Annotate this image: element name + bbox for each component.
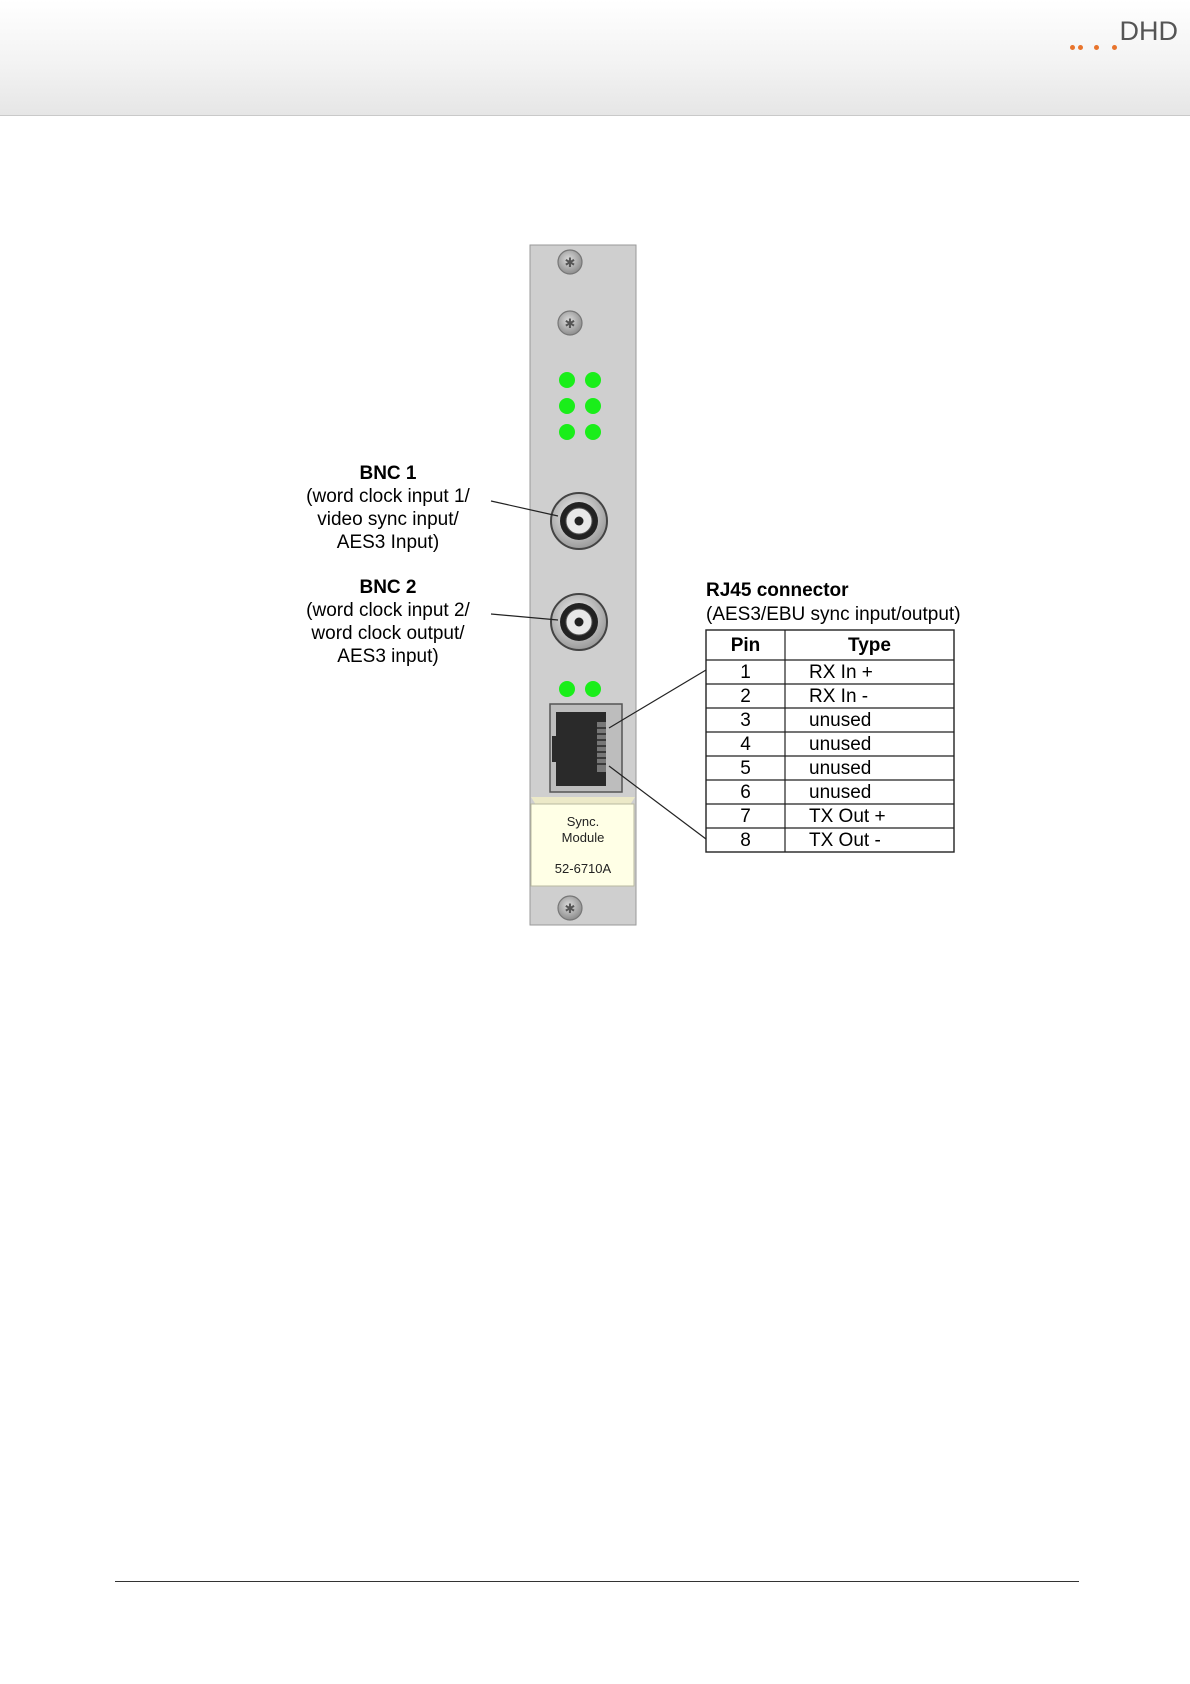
rj45-subtitle: (AES3/EBU sync input/output) [706,604,961,625]
status-led [585,424,601,440]
svg-text:✱: ✱ [564,901,576,916]
bnc2-title: BNC 2 [359,577,417,598]
pin-type: unused [809,782,872,803]
bnc2-line: (word clock input 2/ [306,600,470,621]
screw-icon [558,896,582,920]
bnc1-line: AES3 Input) [336,532,440,553]
svg-text:✱: ✱ [564,316,576,331]
pin-type: RX In + [809,662,873,683]
module-label-line1: Sync. [566,814,600,829]
pin-number: 6 [740,782,751,803]
pin-type: unused [809,734,872,755]
pin-number: 2 [740,686,751,707]
status-led [585,398,601,414]
pin-type: TX Out - [809,830,881,851]
bnc2-line: AES3 input) [337,646,439,667]
bnc1-line: video sync input/ [317,509,459,530]
rj45-title: RJ45 connector [706,580,849,601]
bnc2-connector [551,594,607,650]
bnc2-line: word clock output/ [311,623,465,644]
pin-number: 3 [740,710,751,731]
rj45-port [550,704,622,792]
footer-rule [115,1581,1079,1582]
module-part-number: 52-6710A [554,861,612,876]
pin-number: 4 [740,734,751,755]
pin-type: unused [809,710,872,731]
bnc1-title: BNC 1 [359,463,417,484]
pin-table-header-pin: Pin [730,635,761,656]
status-led [559,398,575,414]
status-led [559,372,575,388]
pin-number: 5 [740,758,751,779]
status-led [559,424,575,440]
pin-table [706,630,954,852]
pin-table-header-type: Type [848,635,891,656]
pin-number: 8 [740,830,751,851]
status-led [585,372,601,388]
status-led [559,681,575,697]
svg-text:✱: ✱ [564,255,576,270]
pin-type: TX Out + [809,806,886,827]
pin-type: RX In - [809,686,869,707]
screw-icon [558,250,582,274]
pin-number: 7 [740,806,751,827]
bnc2-label [306,577,470,667]
pin-number: 1 [740,662,751,683]
status-led [585,681,601,697]
bnc1-connector [551,493,607,549]
module-label-line2: Module [561,830,605,845]
module-label [531,797,635,886]
bnc1-label [306,463,470,553]
screw-icon [558,311,582,335]
logo-text: DHD [1119,16,1178,46]
pin-type: unused [809,758,872,779]
bnc1-line: (word clock input 1/ [306,486,470,507]
